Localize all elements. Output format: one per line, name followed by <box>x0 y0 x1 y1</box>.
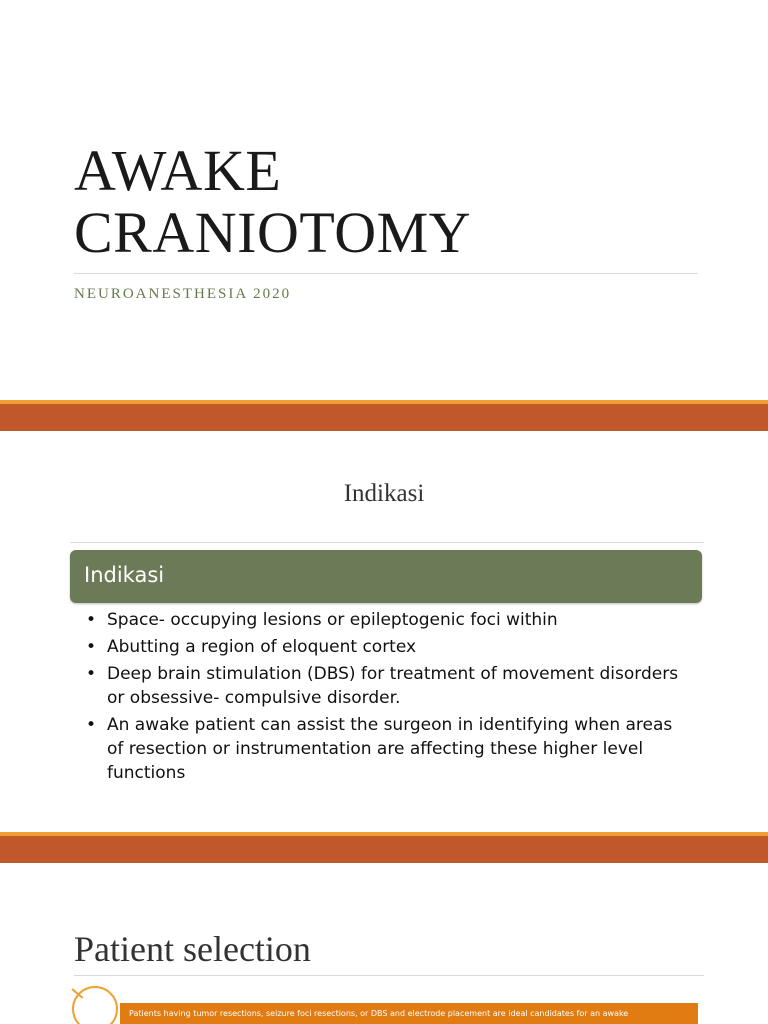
bullet-list <box>86 608 686 788</box>
slide-title <box>0 0 768 400</box>
heading-divider <box>74 975 704 976</box>
slide-patient-selection <box>0 866 768 1024</box>
title-divider <box>74 273 698 274</box>
title-line-2: CRANIOTOMY <box>74 200 472 265</box>
bullet-item: • Space- occupying lesions or epileptogenic foci within <box>86 608 686 632</box>
section-header-bar <box>70 550 702 603</box>
slide-heading: Patient selection <box>74 929 311 969</box>
bullet-item: • Abutting a region of eloquent cortex <box>86 635 686 659</box>
bullet-item: • Deep brain stimulation (DBS) for treatment of movement disorders or obsessive- compulsive disorder. <box>86 662 686 710</box>
separator-band <box>0 836 768 863</box>
info-callout-text: Patients having tumor resections, seizure foci resections, or DBS and electrode placement are ideal candidates for an awake <box>129 1009 629 1018</box>
slide-subtitle: NEUROANESTHESIA 2020 <box>74 286 292 302</box>
heading-divider <box>70 542 704 543</box>
separator-band <box>0 404 768 431</box>
title-line-1: AWAKE <box>74 138 282 203</box>
info-callout <box>120 1003 698 1024</box>
bullet-item: • An awake patient can assist the surgeon in identifying when areas of resection or instrumentation are affecting these higher level functions <box>86 713 686 785</box>
slide-heading: Indikasi <box>343 480 425 507</box>
slide-indikasi <box>0 432 768 832</box>
section-header-label: Indikasi <box>84 563 165 587</box>
circle-icon <box>72 986 118 1024</box>
slide-title-heading <box>74 140 714 264</box>
